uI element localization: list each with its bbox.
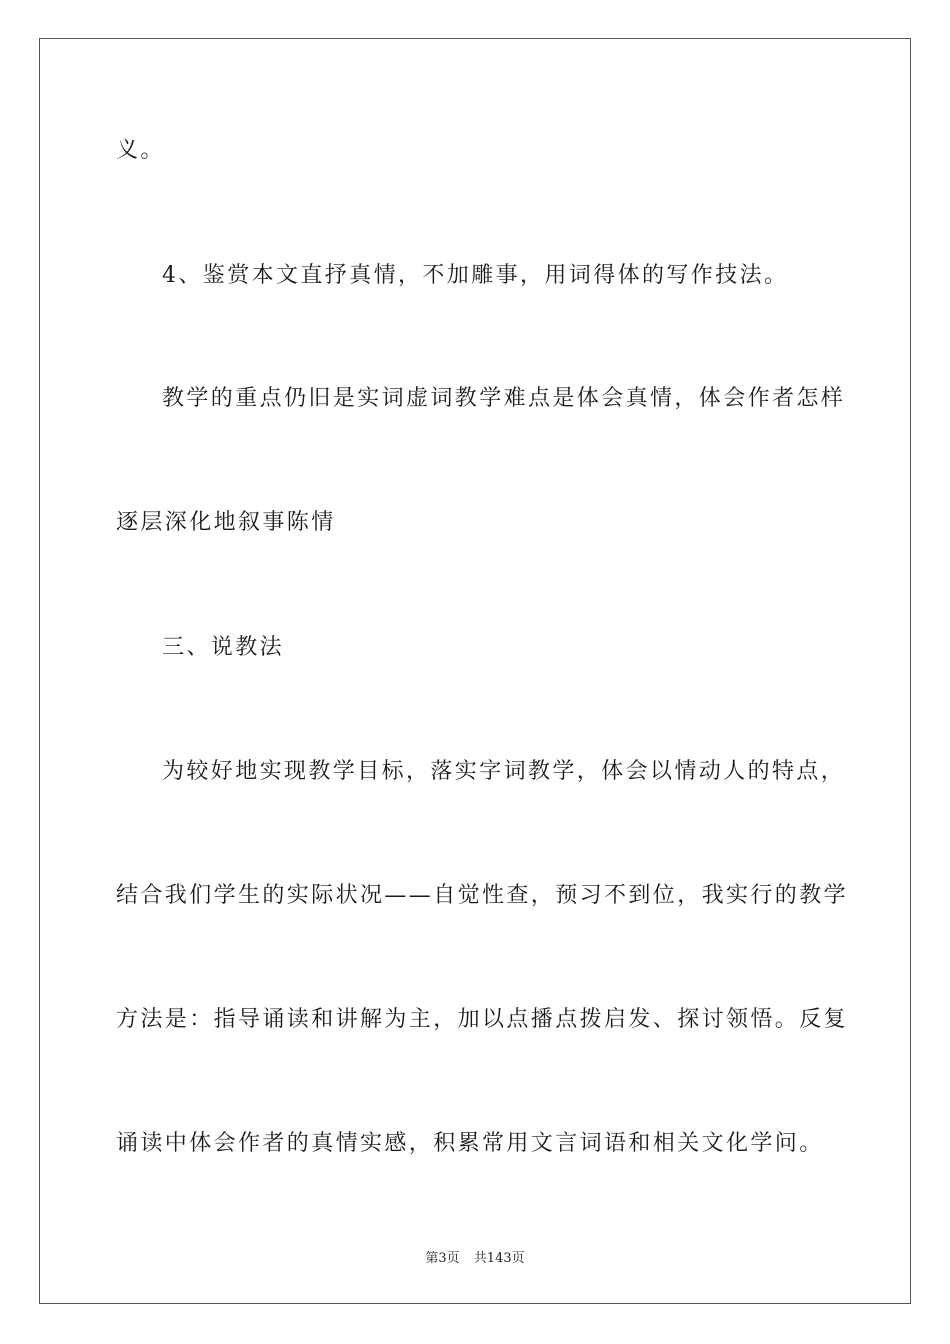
page-number: 第3页 bbox=[425, 1251, 460, 1266]
page-footer bbox=[0, 1247, 950, 1266]
text-line-2: 4、鉴赏本文直抒真情，不加雕事，用词得体的写作技法。 bbox=[162, 263, 789, 288]
text-line-1: 义。 bbox=[116, 138, 165, 163]
text-line-3: 教学的重点仍旧是实词虚词教学难点是体会真情，体会作者怎样 bbox=[162, 386, 846, 411]
total-pages: 共143页 bbox=[473, 1251, 525, 1266]
text-line-6: 为较好地实现教学目标，落实字词教学，体会以情动人的特点， bbox=[162, 759, 846, 784]
text-line-8: 方法是：指导诵读和讲解为主，加以点播点拨启发、探讨领悟。反复 bbox=[116, 1007, 849, 1032]
text-line-9: 诵读中体会作者的真情实感，积累常用文言词语和相关文化学问。 bbox=[116, 1131, 824, 1156]
text-line-7: 结合我们学生的实际状况——自觉性查，预习不到位，我实行的教学 bbox=[116, 883, 849, 908]
page-border bbox=[39, 38, 911, 1304]
section-heading: 三、说教法 bbox=[162, 635, 285, 660]
text-line-4: 逐层深化地叙事陈情 bbox=[116, 510, 336, 535]
